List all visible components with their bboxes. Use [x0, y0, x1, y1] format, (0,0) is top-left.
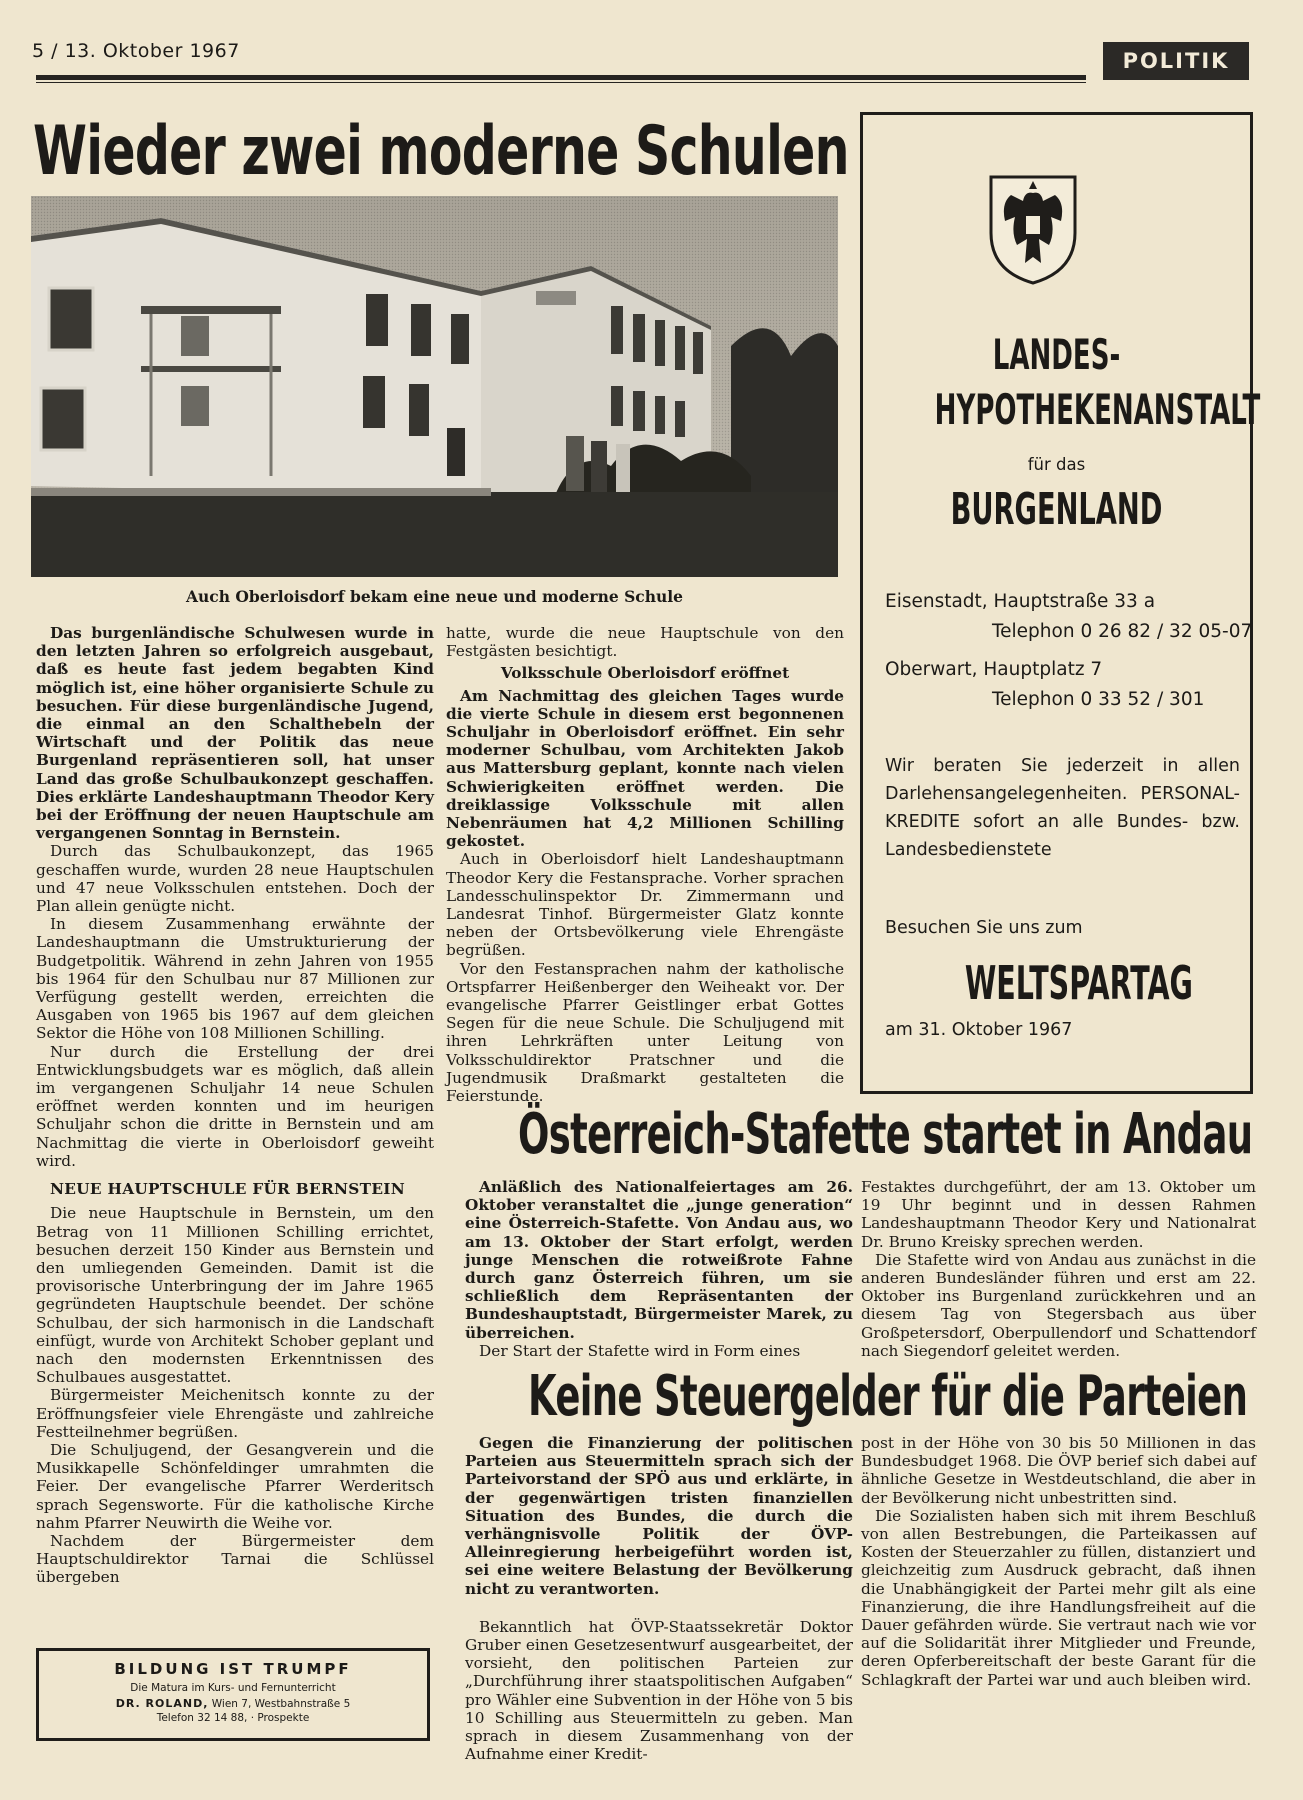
ad-telephone-2: Telephon 0 33 52 / 301	[992, 689, 1205, 710]
ad-event-date: am 31. Oktober 1967	[885, 1020, 1073, 1040]
subheading: NEUE HAUPTSCHULE FÜR BERNSTEIN	[50, 1180, 406, 1199]
article-paragraph: Vor den Festansprachen nahm der katholische Ortspfarrer Heißenberger den Weiheakt vor. Der evangelische Pfarrer Geistlinger erbat Gottes Segen für die neue Schule. Die Schuljugend mit ihren Lehrkräften unter Leitung von Volksschuldirektor Pratschner und die Jugendmusik Draßmarkt gestalteten die Feierstunde.	[446, 959, 844, 1106]
ad-school-street: Wien 7, Westbahnstraße 5	[208, 1698, 351, 1710]
header-rule-thin	[36, 82, 1086, 83]
ad-school-address	[39, 1697, 427, 1710]
article-paragraph: hatte, wurde die neue Hauptschule von den Festgästen besichtigt.	[446, 624, 844, 661]
ad-telephone-1: Telephon 0 26 82 / 32 05-07	[992, 621, 1253, 642]
article-paragraph: Bürgermeister Meichenitsch konnte zu der Eröffnungsfeier viele Ehrengäste und zahlreiche Festteilnehmer begrüßen.	[36, 1386, 434, 1441]
article-stafette-column-2	[861, 1178, 1256, 1360]
article-lead: Gegen die Finanzierung der politischen Parteien aus Steuermitteln sprach sich der Parteivorstand der SPÖ aus und erklärte, in der gegenwärtigen tristen finanziellen Situation des Bundes, die durch die verhängnisvolle Politik der ÖVP-Alleinregierung herbeigeführt worden ist, sei eine weitere Belastung der Bevölkerung nicht zu verantworten.	[465, 1434, 853, 1598]
ad-offer-text: Wir beraten Sie jederzeit in allen Darlehensangelegenheiten. PERSONAL-KREDITE sofort an alle Bundes- bzw. Landesbedienstete	[885, 756, 1240, 860]
article-paragraph: In diesem Zusammenhang erwähnte der Landeshauptmann die Umstrukturierung der Budgetpolitik. Während in zehn Jahren von 1955 bis 1964 für den Schulbau nur 87 Millionen zur Verfügung gestellt werden, erreichten die Ausgaben von 1965 bis 1967 auf dem gleichen Sektor die Höhe von 108 Millionen Schilling.	[36, 915, 434, 1043]
page-number-date: 5 / 13. Oktober 1967	[32, 40, 240, 62]
ad-title-institution: HYPOTHEKENANSTALT	[934, 385, 1261, 434]
article-paragraph: Die Sozialisten haben sich mit ihrem Beschluß von allen Bestrebungen, die Parteikassen auf Kosten der Steuerzahler zu füllen, distanziert und gleichzeitig zum Ausdruck gebracht, daß ihnen die Unabhängigkeit der Partei mehr gilt als eine Finanzierung, die ihre Handlungsfreiheit auf die Dauer gefährden würde. Sie vertraut nach wie vor auf die Solidarität ihrer Mitglieder und Freunde, deren Opferbereitschaft der beste Garant für die Schlagkraft der Partei war und auch bleiben wird.	[861, 1506, 1256, 1689]
ad-title-burgenland: BURGENLAND	[950, 484, 1163, 535]
ad-title-landes: LANDES-	[992, 330, 1121, 379]
article-paragraph: Bekanntlich hat ÖVP-Staatssekretär Doktor Gruber einen Gesetzesentwurf ausgearbeitet, der vorsieht, den politischen Parteien zur „Durchführung ihrer staatspolitischen Aufgaben“ pro Wähler eine Subvention in der Höhe von 5 bis 10 Schilling aus Steuermitteln zu geben. Man sprach in diesem Zusammenhang von der Aufnahme einer Kredit-	[465, 1617, 853, 1764]
ad-address-1: Eisenstadt, Hauptstraße 33 a	[885, 591, 1156, 612]
coat-of-arms-icon	[987, 173, 1079, 285]
school-building-photo	[31, 196, 838, 577]
ad-school-phone: Telefon 32 14 88, · Prospekte	[156, 1712, 310, 1724]
ad-visit-text: Besuchen Sie uns zum	[885, 918, 1083, 938]
article-paragraph: Die Schuljugend, der Gesangverein und die Musikkapelle Schönfeldinger umrahmten die Feier. Der evangelische Pfarrer Werderitsch sprach Segensworte. Für die katholische Kirche nahm Pfarrer Neuwirth die Weihe vor.	[36, 1440, 434, 1532]
section-badge: POLITIK	[1103, 42, 1249, 80]
ad-address-2: Oberwart, Hauptplatz 7	[885, 659, 1103, 680]
header-rule	[36, 75, 1086, 80]
ad-school-line: Die Matura im Kurs- und Fernunterricht	[130, 1682, 336, 1694]
article-paragraph: Durch das Schulbaukonzept, das 1965 geschaffen wurde, wurden 28 neue Hauptschulen und 47 neue Volksschulen entstehen. Doch der Plan allein genügte nicht.	[36, 842, 434, 916]
article-steuergelder-column-1	[465, 1434, 853, 1763]
ad-fuer-das: für das	[1027, 455, 1086, 474]
article-paragraph: Auch in Oberloisdorf hielt Landeshauptmann Theodor Kery die Festansprache. Vorher sprachen Landesschulinspektor Dr. Zimmermann und Landesrat Tinhof. Bürgermeister Glatz konnte neben der Ortsbevölkerung viele Ehrengäste begrüßen.	[446, 850, 844, 960]
article-paragraph: post in der Höhe von 30 bis 50 Millionen in das Bundesbudget 1968. Die ÖVP berief sich dabei auf ähnliche Gesetze in Westdeutschland, die aber in der Bevölkerung nicht unbestritten sind.	[861, 1434, 1256, 1507]
article-schools-column-1	[36, 624, 434, 1587]
article-paragraph-bold: Am Nachmittag des gleichen Tages wurde die vierte Schule in diesem erst begonnenen Schuljahr in Oberloisdorf eröffnet. Ein sehr moderner Schulbau, vom Architekten Jakob aus Mattersburg geplant, konnte nach vielen Schwierigkeiten eröffnet werden. Die dreiklassige Volksschule mit allen Nebenräumen hat 4,2 Millionen Schilling gekostet.	[446, 686, 844, 851]
photo-caption: Auch Oberloisdorf bekam eine neue und moderne Schule	[185, 587, 684, 606]
article-paragraph: Die neue Hauptschule in Bernstein, um den Betrag von 11 Millionen Schilling errichtet, besuchen derzeit 150 Kinder aus Bernstein und den umliegenden Gemeinden. Damit ist die provisorische Unterbringung der im Jahre 1965 gegründeten Hauptschule beendet. Der schöne Schulbau, der sich harmonisch in die Landschaft einfügt, wurde von Architekt Schober geplant und nach den modernsten Erkenntnissen des Schulbaues ausgestattet.	[36, 1204, 434, 1387]
headline-schools: Wieder zwei moderne Schulen	[33, 112, 849, 191]
headline-stafette: Österreich-Stafette startet in Andau	[518, 1102, 1253, 1167]
ad-school-title: BILDUNG IST TRUMPF	[114, 1660, 352, 1678]
article-paragraph: Der Start der Stafette wird in Form eines	[479, 1341, 801, 1360]
ad-event-title: WELTSPARTAG	[964, 956, 1193, 1010]
article-paragraph: Nachdem der Bürgermeister dem Hauptschuldirektor Tarnai die Schlüssel übergeben	[36, 1531, 434, 1587]
article-stafette-column-1	[465, 1178, 853, 1360]
article-lead: Das burgenländische Schulwesen wurde in den letzten Jahren so erfolgreich ausgebaut, daß es heute fast jedem begabten Kind möglich ist, eine höher organisierte Schule zu besuchen. Für diese burgenländische Jugend, die einmal an den Schalthebeln der Wirtschaft und der Politik das neue Burgenland repräsentieren soll, hat unser Land das große Schulbaukonzept geschaffen. Dies erklärte Landeshauptmann Theodor Kery bei der Eröffnung der neuen Hauptschule am vergangenen Sonntag in Bernstein.	[36, 624, 434, 843]
school-advertisement	[36, 1648, 430, 1741]
article-schools-column-2	[446, 624, 844, 1105]
ad-school-name: DR. ROLAND,	[115, 1697, 209, 1710]
article-paragraph: Festaktes durchgeführt, der am 13. Oktober um 19 Uhr beginnt und in dessen Rahmen Landeshauptmann Theodor Kery und Nationalrat Dr. Bruno Kreisky sprechen werden.	[861, 1178, 1256, 1251]
headline-steuergelder: Keine Steuergelder für die Parteien	[528, 1364, 1248, 1429]
article-lead: Anläßlich des Nationalfeiertages am 26. Oktober veranstaltet die „junge generation“ eine Österreich-Stafette. Von Andau aus, wo am 13. Oktober der Start erfolgt, werden junge Menschen die rotweißrote Fahne durch ganz Österreich führen, um sie schließlich dem Repräsentanten der Bundeshauptstadt, Bürgermeister Marek, zu überreichen.	[465, 1178, 853, 1342]
article-steuergelder-column-2	[861, 1434, 1256, 1689]
article-paragraph: Die Stafette wird von Andau aus zunächst in die anderen Bundesländer führen und erst am 22. Oktober ins Burgenland zurückkehren und an diesem Tag von Stegersbach aus über Großpetersdorf, Oberpullendorf und Schattendorf nach Siegendorf geleitet werden.	[861, 1250, 1256, 1360]
article-paragraph: Nur durch die Erstellung der drei Entwicklungsbudgets war es möglich, daß allein im vergangenen Schuljahr 14 neue Schulen eröffnet werden konnten und im heurigen Schuljahr schon die dritte in Bernstein und am Nachmittag die vierte in Oberloisdorf geweiht wird.	[36, 1042, 434, 1170]
subheading: Volksschule Oberloisdorf eröffnet	[500, 664, 790, 683]
